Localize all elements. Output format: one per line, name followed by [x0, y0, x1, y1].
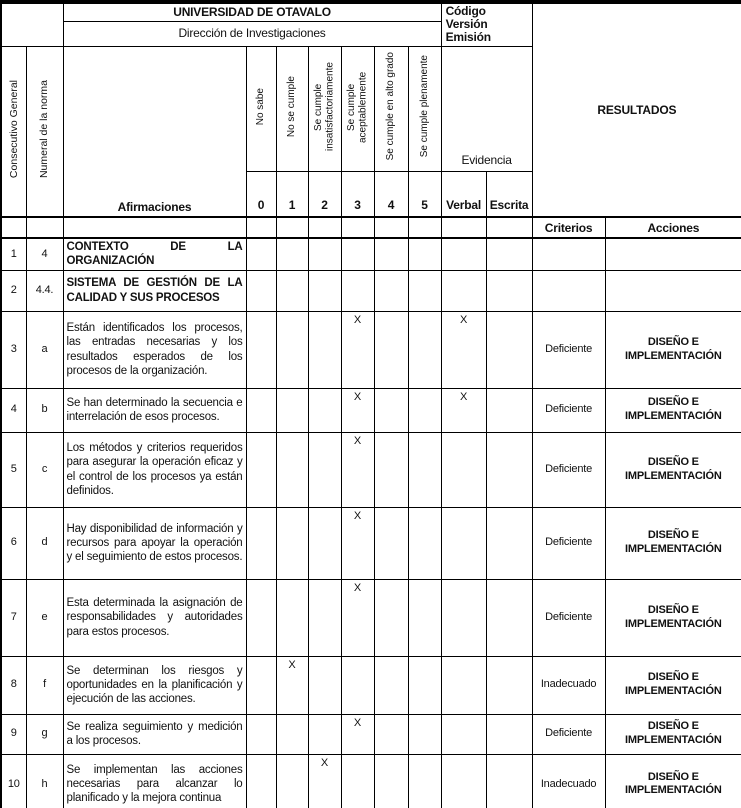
- table-row: [1, 754, 741, 808]
- university-title: UNIVERSIDAD DE OTAVALO: [63, 2, 441, 22]
- criterio-cell: Deficiente: [532, 388, 605, 432]
- x-mark: X: [341, 714, 374, 754]
- verbal-cell: [441, 507, 486, 579]
- accion-cell: [605, 270, 741, 311]
- row-number: 9: [1, 714, 26, 754]
- rating-label-insatisfactoriamente: Se cumple insatisfactoriamente: [308, 46, 341, 171]
- row-numeral: a: [26, 311, 63, 388]
- accion-cell: DISEÑO E IMPLEMENTACIÓN: [605, 754, 741, 808]
- row-number: 1: [1, 238, 26, 270]
- row-number: 8: [1, 656, 26, 714]
- version-label: Versión: [445, 17, 488, 32]
- rating-cell-3: [341, 238, 374, 270]
- row-number: 3: [1, 311, 26, 388]
- table-row: [1, 714, 741, 754]
- department-title: Dirección de Investigaciones: [63, 22, 441, 47]
- row-numeral: 4.4.: [26, 270, 63, 311]
- table-row: [1, 432, 741, 507]
- rating-value-4: 4: [374, 171, 408, 217]
- accion-cell: DISEÑO E IMPLEMENTACIÓN: [605, 388, 741, 432]
- row-number: 4: [1, 388, 26, 432]
- row-numeral: c: [26, 432, 63, 507]
- rating-value-5: 5: [408, 171, 441, 217]
- escrita-cell: [486, 311, 532, 388]
- x-mark: X: [308, 754, 341, 808]
- verbal-cell: [441, 714, 486, 754]
- table-row: [1, 656, 741, 714]
- criterio-cell: Deficiente: [532, 579, 605, 656]
- table-row: [1, 507, 741, 579]
- resultados-header: RESULTADOS: [532, 2, 741, 217]
- criterio-cell: [532, 270, 605, 311]
- x-mark: X: [341, 388, 374, 432]
- rating-value-2: 2: [308, 171, 341, 217]
- rating-value-1: 1: [276, 171, 308, 217]
- escrita-cell: [486, 714, 532, 754]
- accion-cell: DISEÑO E IMPLEMENTACIÓN: [605, 656, 741, 714]
- acciones-header: Acciones: [605, 217, 741, 238]
- verbal-cell: [441, 238, 486, 270]
- row-number: 7: [1, 579, 26, 656]
- criterio-cell: Deficiente: [532, 432, 605, 507]
- criterio-cell: Inadecuado: [532, 656, 605, 714]
- rating-label-no-se-cumple: No se cumple: [276, 46, 308, 171]
- rating-label-no-sabe: No sabe: [246, 46, 276, 171]
- emision-label: Emisión: [445, 30, 491, 45]
- accion-cell: DISEÑO E IMPLEMENTACIÓN: [605, 507, 741, 579]
- table-row: [1, 579, 741, 656]
- rating-label-plenamente: Se cumple plenamente: [408, 46, 441, 171]
- row-numeral: h: [26, 754, 63, 808]
- col-header-consecutivo: Consecutivo General: [1, 46, 26, 217]
- rating-cell-4: [374, 238, 408, 270]
- table-row: [1, 238, 741, 270]
- afirmacion-text: Están identificados los procesos, las entradas necesarias y los resultados esperados de los procesos de la organización.: [63, 311, 246, 388]
- code-version-emision-cell: [441, 2, 532, 46]
- x-mark: X: [276, 656, 308, 714]
- code-label: Código: [445, 4, 486, 18]
- evidencia-header: Evidencia: [441, 46, 532, 171]
- afirmacion-text: Se determinan los riesgos y oportunidades en la planificación y ejecución de las acciones.: [63, 656, 246, 714]
- verbal-header: Verbal: [441, 171, 486, 217]
- afirmacion-text: Hay disponibilidad de información y recursos para apoyar la operación y el seguimiento de estos procesos.: [63, 507, 246, 579]
- accion-cell: DISEÑO E IMPLEMENTACIÓN: [605, 714, 741, 754]
- table-row: [1, 270, 741, 311]
- row-numeral: f: [26, 656, 63, 714]
- escrita-cell: [486, 579, 532, 656]
- criterios-header: Criterios: [532, 217, 605, 238]
- x-mark: X: [341, 432, 374, 507]
- criterio-cell: [532, 238, 605, 270]
- rating-label-aceptablemente: Se cumple aceptablemente: [341, 46, 374, 171]
- row-numeral: e: [26, 579, 63, 656]
- accion-cell: DISEÑO E IMPLEMENTACIÓN: [605, 579, 741, 656]
- accion-cell: DISEÑO E IMPLEMENTACIÓN: [605, 432, 741, 507]
- table-row: [1, 388, 741, 432]
- verbal-cell: [441, 270, 486, 311]
- verbal-cell: [441, 754, 486, 808]
- criterio-cell: Deficiente: [532, 311, 605, 388]
- afirmacion-text: Esta determinada la asignación de responsabilidades y autoridades para estos procesos.: [63, 579, 246, 656]
- table-row: [1, 311, 741, 388]
- col-header-numeral: Numeral de la norma: [26, 46, 63, 217]
- escrita-cell: [486, 656, 532, 714]
- verbal-cell: [441, 432, 486, 507]
- row-number: 5: [1, 432, 26, 507]
- escrita-cell: [486, 432, 532, 507]
- escrita-cell: [486, 270, 532, 311]
- criterio-cell: Inadecuado: [532, 754, 605, 808]
- escrita-header: Escrita: [486, 171, 532, 217]
- top-left-empty-cell: [1, 2, 63, 46]
- rating-cell-0: [246, 238, 276, 270]
- criterio-cell: Deficiente: [532, 507, 605, 579]
- x-mark: X: [441, 311, 486, 388]
- row-numeral: 4: [26, 238, 63, 270]
- escrita-cell: [486, 507, 532, 579]
- x-mark: X: [341, 579, 374, 656]
- accion-cell: [605, 238, 741, 270]
- row-numeral: b: [26, 388, 63, 432]
- afirmacion-text: Se implementan las acciones necesarias para alcanzar lo planificado y la mejora continua: [63, 754, 246, 808]
- escrita-cell: [486, 238, 532, 270]
- afirmacion-text: CONTEXTO DE LA ORGANIZACIÓN: [63, 238, 246, 270]
- row-numeral: g: [26, 714, 63, 754]
- escrita-cell: [486, 754, 532, 808]
- rating-cell-5: [408, 238, 441, 270]
- afirmacion-text: Se realiza seguimiento y medición a los procesos.: [63, 714, 246, 754]
- afirmacion-text: Se han determinado la secuencia e interrelación de esos procesos.: [63, 388, 246, 432]
- row-numeral: d: [26, 507, 63, 579]
- x-mark: X: [341, 311, 374, 388]
- rating-value-3: 3: [341, 171, 374, 217]
- verbal-cell: [441, 656, 486, 714]
- row-number: 6: [1, 507, 26, 579]
- rating-cell-1: [276, 238, 308, 270]
- afirmacion-text: Los métodos y criterios requeridos para asegurar la operación eficaz y el control de los procesos ya están definidos.: [63, 432, 246, 507]
- col-header-afirmaciones: Afirmaciones: [63, 46, 246, 217]
- rating-label-alto-grado: Se cumple en alto grado: [374, 46, 408, 171]
- verbal-cell: [441, 579, 486, 656]
- criterio-cell: Deficiente: [532, 714, 605, 754]
- escrita-cell: [486, 388, 532, 432]
- afirmacion-text: SISTEMA DE GESTIÓN DE LA CALIDAD Y SUS PROCESOS: [63, 270, 246, 311]
- row-number: 2: [1, 270, 26, 311]
- accion-cell: DISEÑO E IMPLEMENTACIÓN: [605, 311, 741, 388]
- row-number: 10: [1, 754, 26, 808]
- rating-value-0: 0: [246, 171, 276, 217]
- rating-cell-2: [308, 238, 341, 270]
- x-mark: X: [341, 507, 374, 579]
- x-mark: X: [441, 388, 486, 432]
